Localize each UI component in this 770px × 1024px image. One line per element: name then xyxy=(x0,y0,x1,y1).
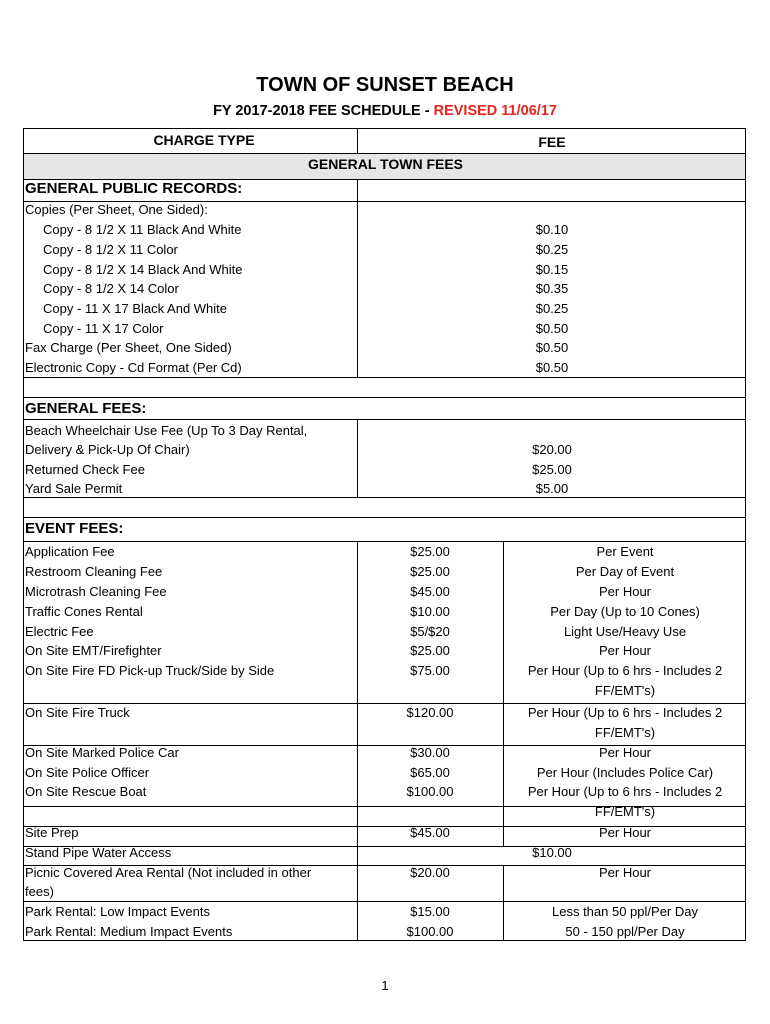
row-fee: $45.00 xyxy=(410,825,450,840)
row-label: Restroom Cleaning Fee xyxy=(25,564,163,579)
row-unit: Light Use/Heavy Use xyxy=(563,624,687,639)
row-fee: $75.00 xyxy=(410,663,450,678)
row-fee: $0.35 xyxy=(535,281,569,296)
row-fee: $0.50 xyxy=(535,321,569,336)
header-charge-type: CHARGE TYPE xyxy=(153,132,255,148)
row-label: Stand Pipe Water Access xyxy=(25,845,172,860)
row-label-continued: Delivery & Pick-Up Of Chair) xyxy=(25,442,190,457)
row-unit: Per Hour (Up to 6 hrs - Includes 2 xyxy=(527,705,723,720)
row-label: Electronic Copy - Cd Format (Per Cd) xyxy=(25,360,242,375)
row-label: Picnic Covered Area Rental (Not included in other xyxy=(25,865,312,880)
grid-line xyxy=(24,419,745,420)
grid-line xyxy=(24,397,745,398)
row-fee: $45.00 xyxy=(410,584,450,599)
row-unit: Per Day (Up to 10 Cones) xyxy=(550,604,700,619)
fee-table xyxy=(23,128,746,941)
row-unit-continued: FF/EMT's) xyxy=(594,804,656,819)
page-subtitle xyxy=(0,103,770,119)
row-fee: $10.00 xyxy=(532,845,572,860)
row-fee: $15.00 xyxy=(410,904,450,919)
row-unit-continued: FF/EMT's) xyxy=(594,725,656,740)
row-fee: $5.00 xyxy=(535,481,569,496)
header-fee: FEE xyxy=(538,134,566,150)
row-fee: $30.00 xyxy=(410,745,450,760)
row-label: Returned Check Fee xyxy=(25,462,145,477)
row-unit: Per Day of Event xyxy=(575,564,675,579)
row-label: Fax Charge (Per Sheet, One Sided) xyxy=(25,340,232,355)
row-unit: Per Hour xyxy=(598,643,652,658)
row-fee: $25.00 xyxy=(410,564,450,579)
row-unit: Per Hour (Includes Police Car) xyxy=(536,765,714,780)
row-label: Copy - 11 X 17 Black And White xyxy=(43,301,228,316)
row-label: On Site Police Officer xyxy=(25,765,150,780)
copies-label: Copies (Per Sheet, One Sided): xyxy=(25,202,208,217)
row-label: On Site Marked Police Car xyxy=(25,745,179,760)
row-fee: $120.00 xyxy=(406,705,454,720)
row-label: Park Rental: Medium Impact Events xyxy=(25,924,233,939)
page-title: TOWN OF SUNSET BEACH xyxy=(256,74,514,96)
row-label: Park Rental: Low Impact Events xyxy=(25,904,210,919)
row-unit: Per Hour xyxy=(598,825,652,840)
row-label: Application Fee xyxy=(25,544,115,559)
row-label: Traffic Cones Rental xyxy=(25,604,143,619)
row-fee: $100.00 xyxy=(406,784,454,799)
row-label: On Site EMT/Firefighter xyxy=(25,643,162,658)
row-unit: Per Hour xyxy=(598,745,652,760)
row-fee: $20.00 xyxy=(532,442,572,457)
section-heading-general-fees: GENERAL FEES: xyxy=(25,400,147,417)
row-unit: Per Hour (Up to 6 hrs - Includes 2 xyxy=(527,663,723,678)
row-unit-continued: FF/EMT's) xyxy=(594,683,656,698)
section-band-general-town-fees: GENERAL TOWN FEES xyxy=(307,156,464,172)
row-label: Microtrash Cleaning Fee xyxy=(25,584,167,599)
row-fee: $0.50 xyxy=(535,340,569,355)
row-label: Copy - 8 1/2 X 11 Black And White xyxy=(43,222,242,237)
row-label: Site Prep xyxy=(25,825,79,840)
page-number: 1 xyxy=(381,978,389,993)
row-fee: $65.00 xyxy=(410,765,450,780)
row-fee: $25.00 xyxy=(410,643,450,658)
row-fee: $0.10 xyxy=(535,222,569,237)
row-fee: $25.00 xyxy=(532,462,572,477)
row-fee: $20.00 xyxy=(410,865,450,880)
row-label: Electric Fee xyxy=(25,624,94,639)
row-label: Copy - 8 1/2 X 14 Color xyxy=(43,281,179,296)
subtitle-text: FY 2017-2018 FEE SCHEDULE - xyxy=(213,103,434,119)
row-unit: Per Event xyxy=(596,544,654,559)
row-label: Beach Wheelchair Use Fee (Up To 3 Day Rental, xyxy=(25,423,308,438)
row-label: Copy - 8 1/2 X 14 Black And White xyxy=(43,262,243,277)
row-label: Copy - 8 1/2 X 11 Color xyxy=(43,242,178,257)
row-unit: Per Hour xyxy=(598,584,652,599)
row-unit: 50 - 150 ppl/Per Day xyxy=(565,924,685,939)
section-heading-event-fees: EVENT FEES: xyxy=(25,520,124,537)
row-label: Copy - 11 X 17 Color xyxy=(43,321,164,336)
grid-line xyxy=(24,517,745,518)
row-label-continued: fees) xyxy=(25,884,54,899)
row-fee: $100.00 xyxy=(406,924,454,939)
section-heading-public-records: GENERAL PUBLIC RECORDS: xyxy=(25,180,243,197)
row-fee: $5/$20 xyxy=(410,624,450,639)
grid-line xyxy=(24,153,745,154)
row-label: On Site Fire Truck xyxy=(25,705,130,720)
row-label: Yard Sale Permit xyxy=(25,481,123,496)
row-fee: $25.00 xyxy=(410,544,450,559)
row-unit: Per Hour xyxy=(598,865,652,880)
row-label: On Site Rescue Boat xyxy=(25,784,147,799)
row-unit: Less than 50 ppl/Per Day xyxy=(552,904,698,919)
row-unit: Per Hour (Up to 6 hrs - Includes 2 xyxy=(527,784,723,799)
row-label: On Site Fire FD Pick-up Truck/Side by Side xyxy=(25,663,275,678)
row-fee: $0.25 xyxy=(535,301,569,316)
row-fee: $0.25 xyxy=(535,242,569,257)
row-fee: $0.15 xyxy=(535,262,569,277)
row-fee: $10.00 xyxy=(410,604,450,619)
revised-date: REVISED 11/06/17 xyxy=(433,103,557,119)
row-fee: $0.50 xyxy=(535,360,569,375)
